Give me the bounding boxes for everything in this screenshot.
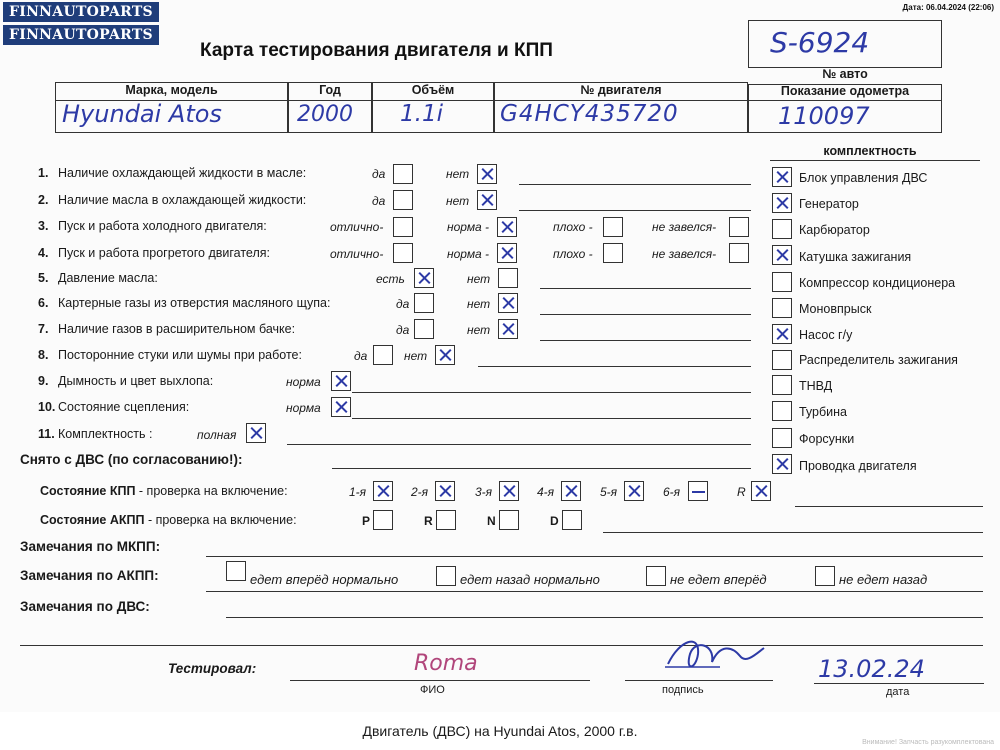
akpp-back-ok-checkbox[interactable] bbox=[436, 566, 456, 586]
kit-checkbox-1[interactable] bbox=[772, 167, 792, 187]
remarks-mkpp-label: Замечания по МКПП: bbox=[20, 539, 161, 554]
tested-by-label: Тестировал: bbox=[168, 661, 257, 676]
fio-label: ФИО bbox=[420, 684, 445, 696]
akpp-p-checkbox[interactable] bbox=[373, 510, 393, 530]
header-year: Год bbox=[319, 83, 341, 97]
question-11: 11. Комплектность : bbox=[38, 427, 153, 441]
question-6: 6. Картерные газы из отверстия масляного щупа: bbox=[38, 296, 331, 310]
kit-checkbox-12[interactable] bbox=[772, 454, 792, 474]
question-9: 9. Дымность и цвет выхлопа: bbox=[38, 374, 214, 388]
kit-item-wiring: Проводка двигателя bbox=[799, 459, 917, 473]
test-card-paper: FINNAUTOPARTS FINNAUTOPARTS Дата: 06.04.2024 (22:06) Карта тестирования двигателя и КПП S-6924 № авто Марка, модель Год Объём № двигателя Показание одометра Hyundai Atos 2000 1.1i G4HCY435720 110097 комплектность 1. Наличие охлаждающей жидкости в масле: да нет 2. Наличие масла в охлаждающей жидкости: да нет 3. Пуск и работа холодного двигателя: отлично- норма - плохо - не завелся- 4. Пуск и работа прогретого двигателя: отлично- норма - плохо - не завелся- 5. Давление масла: есть нет 6. Картерные газы из отверстия масляного щупа: да нет 7. Наличие газов в расширительном бачке: да нет 8. Посторонние стуки или шумы при работе: да нет 9. Дымность и цвет выхлопа: норма 10. Состояние сцепления: норма 11. Комплектность : полная Блок управления ДВС Генератор Карбюратор Катушка зажигания Компрессор кондиционера Моновпрыск Насос г/у Распределитель зажигания ТНВД Турбина Форсунки Проводка двигателя Снято с ДВС (по согласованию!): Состояние КПП - проверка на включение: 1-я 2-я 3-я 4-я 5-я 6-я R Состояние АКПП - проверка на включение: P R N D Замечания по МКПП: Замечания по АКПП: едет вперёд нормально едет назад нормально не едет вперёд не едет назад Замечания по ДВС: Тестировал: Roma ФИО подпись 13.02.24 дата bbox=[0, 0, 1000, 712]
question-3: 3. Пуск и работа холодного двигателя: bbox=[38, 219, 267, 233]
kit-checkbox-7[interactable] bbox=[772, 324, 792, 344]
q4-normal-checkbox[interactable] bbox=[497, 243, 517, 263]
kit-checkbox-5[interactable] bbox=[772, 272, 792, 292]
q8-yes-checkbox[interactable] bbox=[373, 345, 393, 365]
test-date: 13.02.24 bbox=[818, 655, 925, 683]
kit-item-injectors: Форсунки bbox=[799, 432, 855, 446]
kit-checkbox-11[interactable] bbox=[772, 428, 792, 448]
kit-item-ac-compressor: Компрессор кондиционера bbox=[799, 276, 956, 290]
q5-no-checkbox[interactable] bbox=[498, 268, 518, 288]
q6-yes-checkbox[interactable] bbox=[414, 293, 434, 313]
q5-yes-checkbox[interactable] bbox=[414, 268, 434, 288]
car-number-value: S-6924 bbox=[770, 26, 870, 59]
kit-checkbox-6[interactable] bbox=[772, 298, 792, 318]
q11-full-checkbox[interactable] bbox=[246, 423, 266, 443]
q3-bad-checkbox[interactable] bbox=[603, 217, 623, 237]
remarks-akpp-label: Замечания по АКПП: bbox=[20, 568, 159, 583]
header-model: Марка, модель bbox=[125, 83, 218, 97]
gearbox-row-label: Состояние КПП - проверка на включение: bbox=[40, 484, 288, 498]
q7-no-checkbox[interactable] bbox=[498, 319, 518, 339]
header-odometer: Показание одометра bbox=[780, 84, 910, 98]
gear-4-checkbox[interactable] bbox=[561, 481, 581, 501]
q2-no-checkbox[interactable] bbox=[477, 190, 497, 210]
q1-no-checkbox[interactable] bbox=[477, 164, 497, 184]
q10-normal-checkbox[interactable] bbox=[331, 397, 351, 417]
sign-label: подпись bbox=[662, 684, 704, 696]
q4-bad-checkbox[interactable] bbox=[603, 243, 623, 263]
q8-no-checkbox[interactable] bbox=[435, 345, 455, 365]
akpp-n-checkbox[interactable] bbox=[499, 510, 519, 530]
header-engine-no: № двигателя bbox=[580, 83, 662, 97]
model-value: Hyundai Atos bbox=[62, 100, 222, 128]
remarks-dvs-label: Замечания по ДВС: bbox=[20, 599, 150, 614]
q2-yes-checkbox[interactable] bbox=[393, 190, 413, 210]
kit-checkbox-3[interactable] bbox=[772, 219, 792, 239]
q3-no-start-checkbox[interactable] bbox=[729, 217, 749, 237]
kit-checkbox-8[interactable] bbox=[772, 350, 792, 370]
gear-5-checkbox[interactable] bbox=[624, 481, 644, 501]
question-7: 7. Наличие газов в расширительном бачке: bbox=[38, 322, 296, 336]
tester-name: Roma bbox=[414, 651, 478, 676]
gear-1-checkbox[interactable] bbox=[373, 481, 393, 501]
logo-repeat: FINNAUTOPARTS bbox=[3, 25, 159, 45]
q4-no-start-checkbox[interactable] bbox=[729, 243, 749, 263]
kit-item-ps-pump: Насос г/у bbox=[799, 328, 853, 342]
logo: FINNAUTOPARTS bbox=[3, 2, 159, 22]
kit-item-distributor: Распределитель зажигания bbox=[799, 353, 958, 367]
gear-r-checkbox[interactable] bbox=[751, 481, 771, 501]
page-title: Карта тестирования двигателя и КПП bbox=[200, 40, 553, 61]
q7-yes-checkbox[interactable] bbox=[414, 319, 434, 339]
question-1: 1. Наличие охлаждающей жидкости в масле: bbox=[38, 166, 307, 180]
q6-no-checkbox[interactable] bbox=[498, 293, 518, 313]
removed-label: Снято с ДВС (по согласованию!): bbox=[20, 452, 243, 467]
kit-item-tnvd: ТНВД bbox=[799, 379, 833, 393]
kit-checkbox-4[interactable] bbox=[772, 245, 792, 265]
caption: Двигатель (ДВС) на Hyundai Atos, 2000 г.в. bbox=[0, 712, 1000, 750]
date-label: дата bbox=[886, 686, 910, 698]
volume-value: 1.1i bbox=[400, 101, 443, 127]
engine-no-value: G4HCY435720 bbox=[500, 101, 679, 127]
kit-item-ecu: Блок управления ДВС bbox=[799, 171, 928, 185]
akpp-no-forward-checkbox[interactable] bbox=[646, 566, 666, 586]
kit-item-turbo: Турбина bbox=[799, 405, 847, 419]
gear-6-checkbox[interactable] bbox=[688, 481, 708, 501]
kit-item-coil: Катушка зажигания bbox=[799, 250, 912, 264]
question-4: 4. Пуск и работа прогретого двигателя: bbox=[38, 246, 270, 260]
odometer-value: 110097 bbox=[778, 102, 870, 130]
question-10: 10. Состояние сцепления: bbox=[38, 400, 190, 414]
question-8: 8. Посторонние стуки или шумы при работе: bbox=[38, 348, 302, 362]
question-2: 2. Наличие масла в охлаждающей жидкости: bbox=[38, 193, 307, 207]
q1-yes-checkbox[interactable] bbox=[393, 164, 413, 184]
gear-3-checkbox[interactable] bbox=[499, 481, 519, 501]
kit-item-generator: Генератор bbox=[799, 197, 859, 211]
auto-gearbox-row-label: Состояние АКПП - проверка на включение: bbox=[40, 513, 297, 527]
car-number-label: № авто bbox=[822, 67, 868, 81]
akpp-forward-ok-checkbox[interactable] bbox=[226, 561, 246, 581]
kit-header: комплектность bbox=[823, 144, 917, 158]
kit-checkbox-10[interactable] bbox=[772, 401, 792, 421]
watermark: Внимание! Запчасть разукомплектована bbox=[862, 739, 994, 746]
kit-checkbox-9[interactable] bbox=[772, 375, 792, 395]
akpp-d-checkbox[interactable] bbox=[562, 510, 582, 530]
akpp-no-back-checkbox[interactable] bbox=[815, 566, 835, 586]
gear-2-checkbox[interactable] bbox=[435, 481, 455, 501]
question-5: 5. Давление масла: bbox=[38, 271, 158, 285]
kit-item-mono-injection: Моновпрыск bbox=[799, 302, 872, 316]
signature-image bbox=[660, 634, 770, 676]
year-value: 2000 bbox=[297, 102, 353, 127]
q3-excellent-checkbox[interactable] bbox=[393, 217, 413, 237]
akpp-r-checkbox[interactable] bbox=[436, 510, 456, 530]
q3-normal-checkbox[interactable] bbox=[497, 217, 517, 237]
q4-excellent-checkbox[interactable] bbox=[393, 243, 413, 263]
kit-checkbox-2[interactable] bbox=[772, 193, 792, 213]
date-stamp: Дата: 06.04.2024 (22:06) bbox=[902, 3, 994, 12]
kit-item-carburetor: Карбюратор bbox=[799, 223, 870, 237]
q9-normal-checkbox[interactable] bbox=[331, 371, 351, 391]
header-volume: Объём bbox=[411, 83, 455, 97]
